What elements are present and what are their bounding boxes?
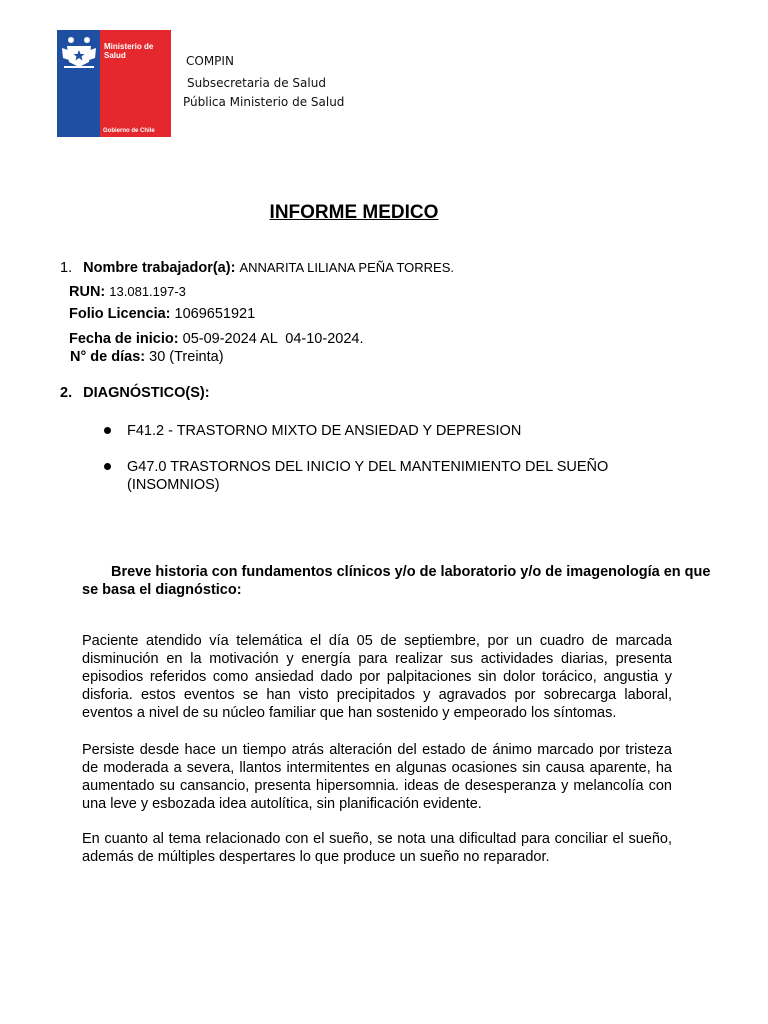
fecha-label: Fecha de inicio: — [69, 331, 179, 347]
logo-red-panel — [100, 30, 171, 137]
folio-value: 1069651921 — [174, 306, 256, 322]
folio-label: Folio Licencia: — [69, 306, 171, 322]
coat-of-arms-icon — [59, 34, 99, 70]
run-value: 13.081.197-3 — [109, 284, 186, 299]
folio-line — [69, 306, 255, 322]
header-compin: COMPIN — [186, 54, 234, 68]
header-subsecretaria: Subsecretaria de Salud — [187, 76, 326, 90]
history-paragraph: En cuanto al tema relacionado con el sueño, se nota una dificultad para conciliar el sueño, además de múltiples despertares lo que produce un sueño no reparador. — [82, 831, 672, 865]
diagnosis-item: F41.2 - TRASTORNO MIXTO DE ANSIEDAD Y DEPRESION — [127, 423, 522, 439]
ministerio-salud-logo — [57, 30, 171, 137]
worker-label: Nombre trabajador(a): — [83, 260, 236, 276]
document-title: INFORME MEDICO — [269, 202, 439, 223]
bullet-icon — [104, 427, 111, 434]
run-label: RUN: — [69, 284, 106, 300]
diagnosis-label: DIAGNÓSTICO(S): — [83, 385, 210, 401]
diagnosis-item: G47.0 TRASTORNOS DEL INICIO Y DEL MANTENIMIENTO DEL SUEÑO (INSOMNIOS) — [127, 459, 609, 493]
history-paragraph: Persiste desde hace un tiempo atrás alteración del estado de ánimo marcado por tristeza de moderada a severa, llantos intermitentes en algunas ocasiones sin causa aparente, ha aumentado su cansancio, presenta hipersomnia. ideas de desesperanza y melancolía con una leve y esbozada idea autolítica, sin planificación evidente. — [82, 742, 672, 812]
dias-line — [70, 349, 224, 365]
fecha-line — [69, 331, 363, 347]
logo-title-line1: Ministerio de — [104, 42, 154, 51]
diagnosis-heading — [60, 385, 210, 401]
worker-line — [60, 260, 454, 276]
section2-number: 2. — [60, 385, 73, 401]
logo-title-line2: Salud — [104, 51, 126, 60]
history-paragraph: Paciente atendido vía telemática el día 05 de septiembre, por un cuadro de marcada disminución en la motivación y energía para realizar sus actividades diarias, presenta episodios referidos como ansiedad dado por palpitaciones sin dolor torácico, angustia y disforia. estos eventos se han visto precipitados y agravados por sobrecarga laboral, eventos a nivel de su núcleo familiar que han sostenido y empeorado los síntomas. — [82, 633, 672, 721]
bullet-icon — [104, 463, 111, 470]
fecha-value: 05-09-2024 AL 04-10-2024. — [182, 331, 364, 347]
run-line — [69, 284, 186, 300]
dias-value: 30 (Treinta) — [149, 349, 224, 365]
logo-blue-panel — [57, 30, 100, 137]
logo-subtitle: Gobierno de Chile — [103, 128, 155, 134]
dias-label: N° de días: — [70, 349, 146, 365]
worker-value: ANNARITA LILIANA PEÑA TORRES. — [239, 260, 455, 275]
section1-number: 1. — [60, 260, 73, 276]
brief-history-heading: Breve historia con fundamentos clínicos y/o de laboratorio y/o de imagenología en que se basa el diagnóstico: — [82, 564, 711, 598]
logo-title — [104, 42, 153, 60]
header-ministerio: Pública Ministerio de Salud — [183, 95, 345, 109]
